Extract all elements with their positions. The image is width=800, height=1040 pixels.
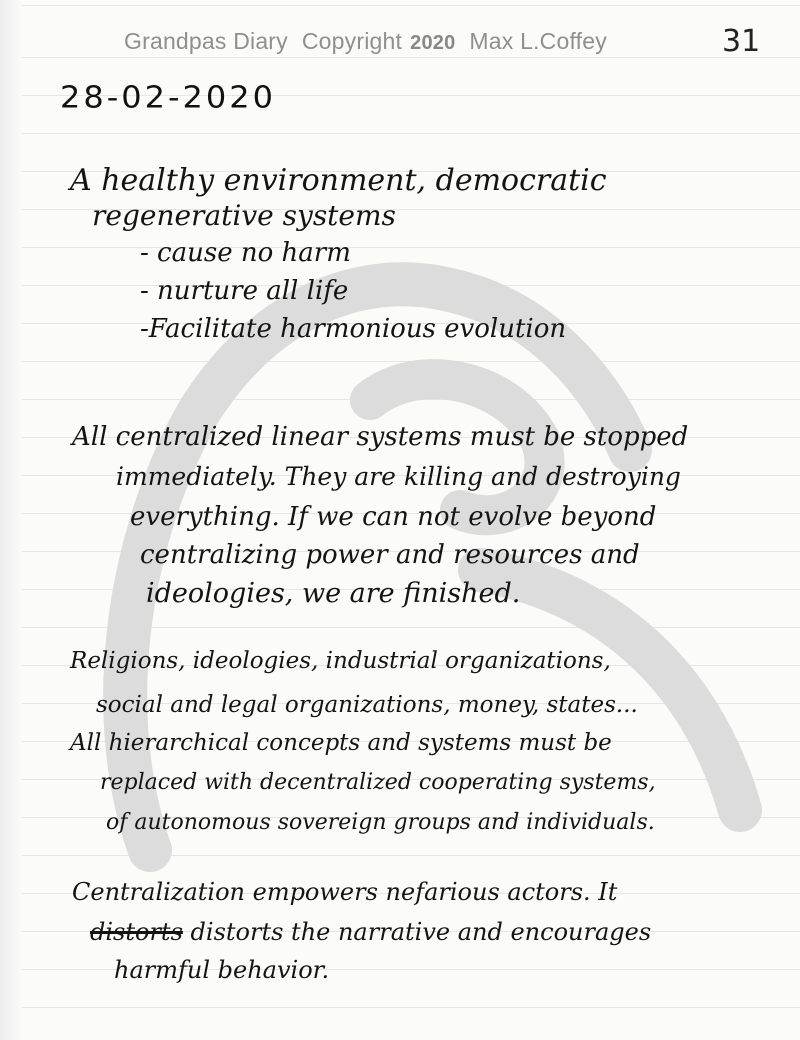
entry-date: 28-02-2020 (60, 78, 276, 116)
p2-line3: everything. If we can not evolve beyond (130, 502, 657, 532)
diary-title: Grandpas Diary (124, 28, 288, 54)
p3-line2: social and legal organizations, money, states... (96, 692, 638, 718)
p1-line1: A healthy environment, democratic (70, 163, 607, 198)
p3-line1: Religions, ideologies, industrial organizations, (70, 648, 611, 674)
p1-bullet2: - nurture all life (140, 276, 349, 306)
p1-bullet1: - cause no harm (140, 238, 351, 268)
p2-line1: All centralized linear systems must be stopped (72, 422, 689, 452)
page-header (0, 24, 800, 58)
p4-line2 (90, 920, 651, 944)
page-binding-shadow (0, 0, 22, 1040)
p3-line3: All hierarchical concepts and systems must be (70, 730, 612, 756)
p4-line1: Centralization empowers nefarious actors. It (72, 878, 618, 906)
copyright-label: Copyright (301, 28, 403, 54)
p3-line4: replaced with decentralized cooperating systems, (100, 770, 656, 795)
header-text (124, 28, 607, 55)
p2-line4: centralizing power and resources and (140, 540, 640, 570)
p1-line2: regenerative systems (92, 199, 396, 232)
copyright-year: 2020 (410, 32, 456, 54)
page-number: 31 (722, 24, 761, 59)
p4-line3: harmful behavior. (114, 956, 330, 984)
p2-line5: ideologies, we are finished. (146, 578, 521, 609)
p2-line2: immediately. They are killing and destroying (116, 462, 681, 491)
p3-line5: of autonomous sovereign groups and individuals. (106, 810, 655, 835)
p1-bullet3: -Facilitate harmonious evolution (140, 314, 567, 344)
struck-word: distorts (90, 918, 183, 946)
author-name: Max L.Coffey (469, 28, 607, 54)
p4-line2-text: distorts the narrative and encourages (190, 918, 652, 946)
